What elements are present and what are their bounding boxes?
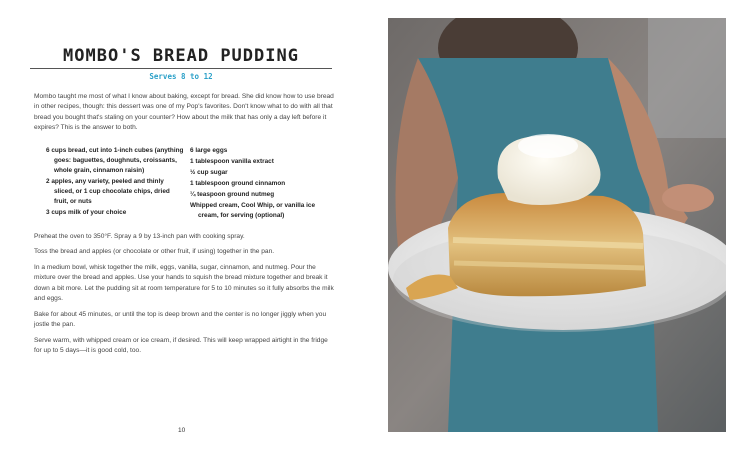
ingredient-item: 3 cups milk of your choice — [46, 209, 127, 216]
ingredient-item: Whipped cream, Cool Whip, or vanilla ice cream, for serving (optional) — [190, 202, 315, 219]
serves-label: Serves 8 to 12 — [149, 72, 213, 81]
ingredient-item: 6 large eggs — [190, 147, 228, 154]
method-step: Toss the bread and apples (or chocolate or other fruit, if using) together in the pan. — [34, 248, 275, 255]
ingredient-item: 2 apples, any variety, peeled and thinly sliced, or 1 cup chocolate chips, dried fruit, or nuts — [46, 178, 170, 205]
recipe-intro: Mombo taught me most of what I know about baking, except for bread. She did know how to use bread in other recipes, though: this dessert was one of my Pop's favorites. Don't know what to do with all that bread you bought that's staling on your counter? How about the milk that has only a day left before it expires? This is the answer to both. — [34, 93, 334, 132]
ingredient-item: ¼ teaspoon ground nutmeg — [190, 191, 275, 198]
ingredients-column-2 — [190, 146, 330, 222]
recipe-title: MOMBO'S BREAD PUDDING — [63, 46, 299, 66]
ingredients-column-1 — [46, 146, 184, 219]
method-step: Preheat the oven to 350°F. Spray a 9 by 13-inch pan with cooking spray. — [34, 233, 245, 240]
page-number: 10 — [178, 427, 186, 434]
method-step: In a medium bowl, whisk together the milk, eggs, vanilla, sugar, cinnamon, and nutmeg. Pour the mixture over the bread and apples. Use your hands to squish the bread mixture together and break it down a bit more. Let the pudding sit at room temperature for 5 to 10 minutes so it fully absorbs the milk and eggs. — [34, 264, 334, 303]
bread-pudding-photo — [388, 18, 726, 432]
title-divider — [30, 68, 332, 69]
method-step: Bake for about 45 minutes, or until the top is deep brown and the center is no longer jiggly when you jostle the pan. — [34, 311, 327, 329]
ingredient-item: 1 tablespoon vanilla extract — [190, 158, 274, 165]
ingredient-item: 6 cups bread, cut into 1-inch cubes (anything goes: baguettes, doughnuts, croissants, whole grain, cinnamon raisin) — [46, 147, 184, 174]
ingredient-item: ½ cup sugar — [190, 169, 228, 176]
method-step: Serve warm, with whipped cream or ice cream, if desired. This will keep wrapped airtight in the fridge for up to 5 days—it is good cold, too. — [34, 337, 328, 355]
ingredient-item: 1 tablespoon ground cinnamon — [190, 180, 286, 187]
